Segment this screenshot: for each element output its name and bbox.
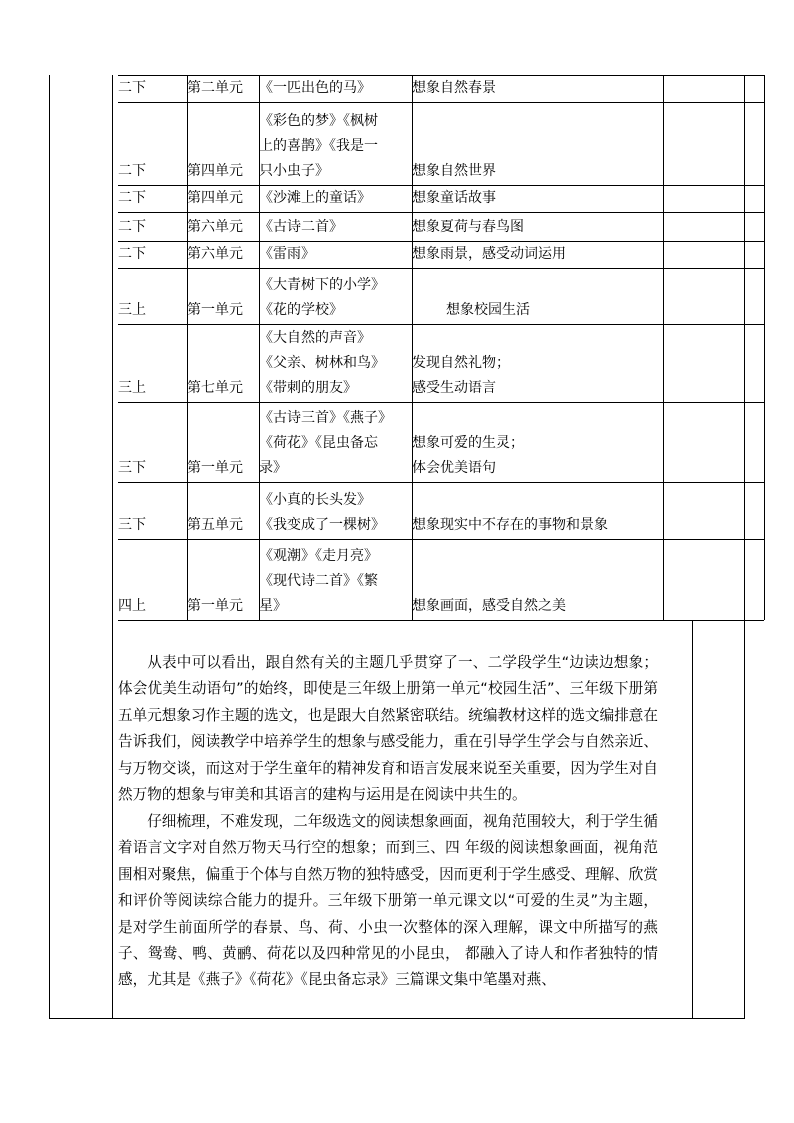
cell-line: 《荷花》《昆虫备忘 (259, 435, 378, 451)
table-row-line-8 (118, 482, 764, 483)
cell-line: 《大自然的声音》 (259, 330, 371, 346)
cell-line: 《我变成了一棵树》 (259, 517, 385, 533)
cell-line: 第五单元 (187, 517, 243, 533)
cell-line: 二下 (118, 190, 146, 206)
cell-line: 想象童话故事 (412, 190, 496, 206)
cell-line: 《大青树下的小学》 (259, 277, 385, 293)
outer-second-line (112, 75, 113, 1019)
bottom-border-line (49, 1018, 745, 1019)
table-cell-focus (412, 242, 566, 267)
table-right-edge-line (764, 75, 765, 620)
table-cell-grade (118, 456, 146, 481)
table-cell-grade (118, 186, 146, 211)
cell-line: 《沙滩上的童话》 (259, 190, 371, 206)
table-cell-focus (412, 76, 496, 101)
cell-line: 第六单元 (187, 219, 243, 235)
cell-line: 二下 (118, 246, 146, 262)
cell-line: 二下 (118, 163, 146, 179)
table-cell-focus (412, 513, 608, 538)
table-cell-grade (118, 242, 146, 267)
cell-line: 想象自然世界 (412, 163, 496, 179)
table-cell-texts (259, 242, 315, 267)
table-cell-unit (187, 298, 243, 323)
cell-line: 《父亲、树林和鸟》 (259, 355, 385, 371)
table-cell-grade (118, 298, 146, 323)
table-row-line-7 (118, 402, 764, 403)
cell-line: 《古诗二首》 (259, 219, 343, 235)
table-cell-focus (412, 186, 496, 211)
cell-line: 第七单元 (187, 380, 243, 396)
cell-line: 想象可爱的生灵； (412, 435, 524, 451)
cell-line: 第四单元 (187, 163, 243, 179)
cell-line: 三上 (118, 380, 146, 396)
cell-line: 录》 (259, 460, 287, 476)
cell-line: 《现代诗二首》《繁 (259, 573, 378, 589)
paragraph-1: 从表中可以看出，跟自然有关的主题几乎贯穿了一、二学段学生“边读边想象；体会优美生动语句”的始终，即使是三年级上册第一单元“校园生活”、三年级下册第五单元想象习作主题的选文，也是跟大自然紧密联结。统编教材这样的选文编排意在告诉我们，阅读教学中培养学生的想象与感受能力，重在引导学生学会与自然亲近、与万物交谈，而这对于学生童年的精神发育和语言发展来说至关重要，因为学生对自然万物的想象与审美和其语言的建构与运用是在阅读中共生的。 (118, 654, 658, 804)
cell-line: 三上 (118, 302, 146, 318)
table-cell-grade (118, 513, 146, 538)
table-cell-texts (259, 544, 378, 619)
table-cell-grade (118, 215, 146, 240)
cell-line: 《观潮》《走月亮》 (259, 548, 378, 564)
table-cell-unit (187, 376, 243, 401)
cell-line: 《小真的长头发》 (259, 492, 371, 508)
cell-line: 第六单元 (187, 246, 243, 262)
table-cell-focus (412, 351, 510, 401)
cell-line: 上的喜鹊》《我是一 (259, 138, 378, 154)
cell-line: 《花的学校》 (259, 302, 343, 318)
cell-line: 只小虫子》 (259, 163, 329, 179)
cell-line: 想象画面，感受自然之美 (412, 598, 566, 614)
table-row-line-3 (118, 212, 764, 213)
table-cell-grade (118, 594, 146, 619)
table-cell-unit (187, 242, 243, 267)
table-cell-unit (187, 76, 243, 101)
table-cell-texts (259, 76, 371, 101)
table-row-line-1 (118, 102, 764, 103)
table-cell-grade (118, 159, 146, 184)
table-cell-texts (259, 273, 385, 323)
cell-line: 想象雨景，感受动词运用 (412, 246, 566, 262)
cell-line: 《古诗三首》《燕子》 (259, 410, 392, 426)
outer-left-line (49, 75, 50, 1019)
cell-line: 《带刺的朋友》 (259, 380, 357, 396)
cell-line: 星》 (259, 598, 287, 614)
table-cell-unit (187, 456, 243, 481)
outer-right-line (744, 75, 745, 1019)
cell-line: 《雷雨》 (259, 246, 315, 262)
table-cell-unit (187, 215, 243, 240)
cell-line: 三下 (118, 517, 146, 533)
table-cell-texts (259, 215, 343, 240)
cell-line: 二下 (118, 219, 146, 235)
table-cell-unit (187, 594, 243, 619)
table-cell-focus (412, 594, 566, 619)
text-col-line (692, 620, 693, 1018)
table-cell-focus (412, 215, 524, 240)
cell-line: 想象校园生活 (446, 302, 530, 318)
cell-line: 感受生动语言 (412, 380, 496, 396)
cell-line: 四上 (118, 598, 146, 614)
table-cell-unit (187, 159, 243, 184)
table-row-line-6 (118, 324, 764, 325)
cell-line: 第四单元 (187, 190, 243, 206)
table-cell-texts (259, 109, 378, 184)
cell-line: 第一单元 (187, 460, 243, 476)
cell-line: 二下 (118, 80, 146, 96)
table-cell-unit (187, 186, 243, 211)
cell-line: 想象现实中不存在的事物和景象 (412, 517, 608, 533)
table-cell-focus (412, 431, 524, 481)
table-cell-texts (259, 406, 392, 481)
table-cell-grade (118, 76, 146, 101)
table-cell-focus (446, 298, 530, 323)
table-cell-focus (412, 159, 496, 184)
cell-line: 《一匹出色的马》 (259, 80, 371, 96)
table-cell-grade (118, 376, 146, 401)
cell-line: 三下 (118, 460, 146, 476)
table-cell-unit (187, 513, 243, 538)
table-row-line-10 (118, 620, 764, 621)
paragraph-2: 仔细梳理，不难发现，二年级选文的阅读想象画面，视角范围较大，利于学生循着语言文字对自然万物天马行空的想象；而到三、四 年级的阅读想象画面，视角范围相对聚焦，偏重于个体与自然万物的独特感受，因而更利于学生感受、理解、欣赏和评价等阅读综合能力的提升。三年级下册第一单元课文以“可爱的生灵”为主题，是对学生前面所学的春景、鸟、荷、小虫一次整体的深入理解，课文中所描写的燕子、鸳鸯、鸭、黄鹂、荷花以及四种常见的小昆虫， 都融入了诗人和作者独特的情感，尤其是《燕子》《荷花》《昆虫备忘录》三篇课文集中笔墨对燕、 (118, 813, 658, 989)
cell-line: 想象夏荷与春鸟图 (412, 219, 524, 235)
table-cell-texts (259, 186, 371, 211)
cell-line: 第二单元 (187, 80, 243, 96)
table-row-line-9 (118, 539, 764, 540)
cell-line: 《彩色的梦》《枫树 (259, 113, 378, 129)
cell-line: 发现自然礼物； (412, 355, 510, 371)
cell-line: 第一单元 (187, 302, 243, 318)
cell-line: 第一单元 (187, 598, 243, 614)
cell-line: 想象自然春景 (412, 80, 496, 96)
table-cell-texts (259, 488, 385, 538)
cell-line: 体会优美语句 (412, 460, 496, 476)
table-row-line-5 (118, 268, 764, 269)
table-cell-texts (259, 326, 385, 401)
